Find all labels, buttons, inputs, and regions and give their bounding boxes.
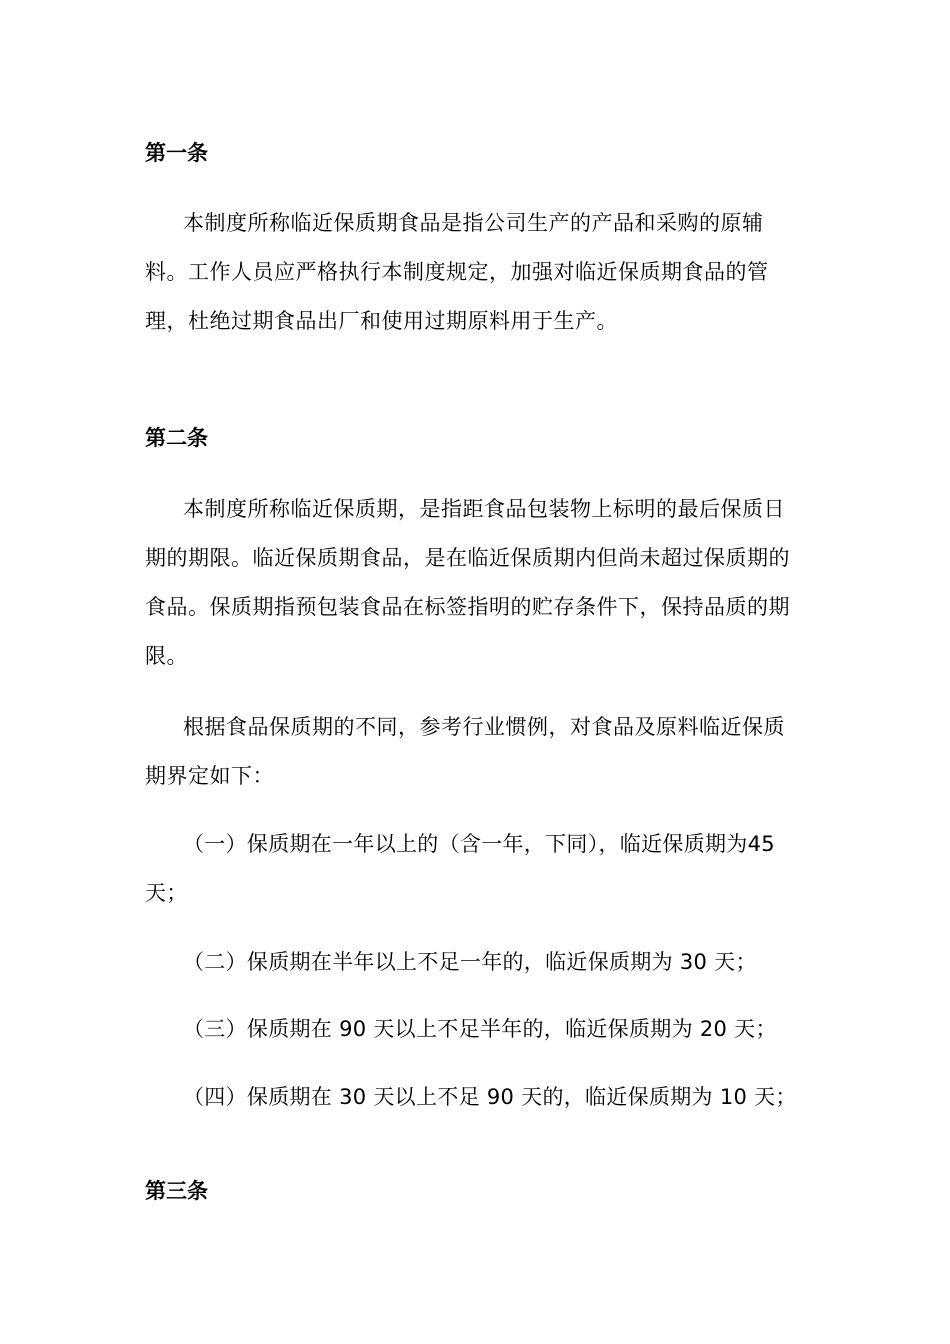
list-item: （三）保质期在 90 天以上不足半年的，临近保质期为 20 天；: [183, 1017, 777, 1041]
article-1-paragraph: 本制度所称临近保质期食品是指公司生产的产品和采购的原辅料。工作人员应严格执行本制度规定，加强对临近保质期食品的管理，杜绝过期食品出厂和使用过期原料用于生产。: [145, 211, 769, 333]
article-3-heading: 第三条: [145, 1179, 208, 1203]
list-item: （一）保质期在一年以上的（含一年，下同），临近保质期为45天；: [145, 832, 775, 905]
article-2-heading: 第二条: [145, 426, 208, 450]
article-2-paragraph-1: 本制度所称临近保质期，是指距食品包装物上标明的最后保质日期的期限。临近保质期食品，是在临近保质期内但尚未超过保质期的食品。保质期指预包装食品在标签指明的贮存条件下，保持品质的期限。: [145, 497, 790, 668]
article-2-paragraph-2: 根据食品保质期的不同，参考行业惯例，对食品及原料临近保质期界定如下：: [145, 715, 785, 788]
list-item: （四）保质期在 30 天以上不足 90 天的，临近保质期为 10 天；: [183, 1085, 797, 1109]
article-1-heading: 第一条: [145, 141, 208, 165]
list-item: （二）保质期在半年以上不足一年的，临近保质期为 30 天；: [183, 950, 757, 974]
